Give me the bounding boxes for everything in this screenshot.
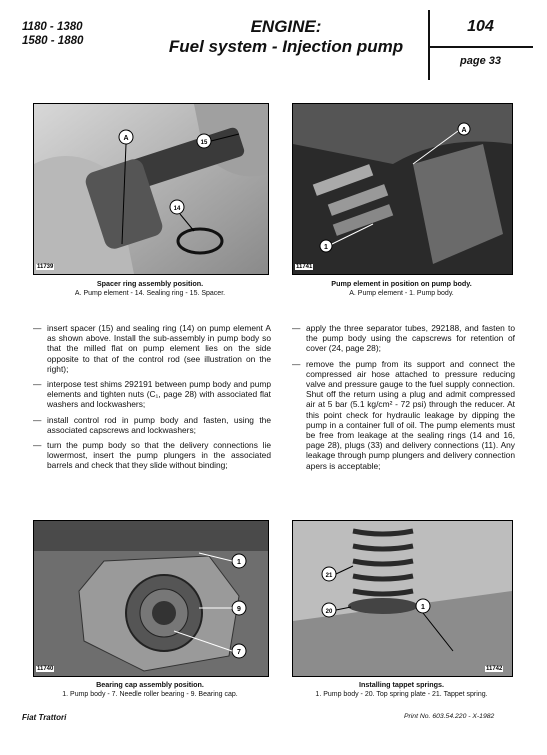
caption-legend-1: A. Pump element - 14. Sealing ring - 15. Spacer. xyxy=(74,289,226,297)
figure-photo-3 xyxy=(33,520,269,677)
caption-legend-2: A. Pump element - 1. Pump body. xyxy=(349,289,454,297)
callout-1-3: 1 xyxy=(237,559,241,566)
caption-1 xyxy=(33,279,267,298)
callout-15: 15 xyxy=(200,140,208,146)
models-line-2: 1580 - 1880 xyxy=(22,35,84,47)
caption-title-2: Pump element in position on pump body. xyxy=(331,279,472,288)
item-text: turn the pump body so that the delivery connections lie lowermost, insert the pump plungers in the associated barrels and check that they slide without binding; xyxy=(47,440,271,471)
item-text: insert spacer (15) and sealing ring (14) on pump element A as shown above. Install the sub-assembly in pump body so that the milled flat on pump element lies on the side opposite to that of the control rod (see illustration on the right); xyxy=(47,323,271,374)
header-divider-horizontal xyxy=(428,46,533,48)
section-number: 104 xyxy=(467,18,494,35)
caption-legend-4: 1. Pump body - 20. Top spring plate - 21. Tappet spring. xyxy=(315,690,488,698)
figure-photo-1 xyxy=(33,103,269,275)
photo-tappet-springs xyxy=(293,521,512,676)
callout-A: A xyxy=(123,135,129,142)
list-item xyxy=(33,323,271,374)
list-item xyxy=(33,440,271,471)
figure-number-3: 11740 xyxy=(37,666,54,672)
item-text: install control rod in pump body and fasten, using the associated capscrews and lockwashers; xyxy=(47,414,271,435)
list-item xyxy=(292,359,515,471)
callout-21: 21 xyxy=(325,573,333,579)
list-dash: — xyxy=(33,440,42,451)
models-label xyxy=(22,20,83,48)
caption-2 xyxy=(292,279,511,298)
callout-20: 20 xyxy=(325,609,333,615)
figure-photo-2 xyxy=(292,103,513,275)
caption-legend-3: 1. Pump body - 7. Needle roller bearing - 9. Bearing cap. xyxy=(62,690,238,698)
caption-title-3: Bearing cap assembly position. xyxy=(96,680,204,689)
callout-7: 7 xyxy=(237,649,241,656)
item-text: interpose test shims 292191 between pump body and pump elements and tighten nuts (C₁, page 28) with associated flat washers and lockwashers; xyxy=(47,379,271,410)
caption-title-4: Installing tappet springs. xyxy=(358,680,445,689)
photo-spacer-ring xyxy=(34,104,268,274)
caption-4 xyxy=(292,680,511,699)
list-item xyxy=(292,323,515,354)
list-dash: — xyxy=(33,414,42,425)
left-column xyxy=(33,323,271,476)
item-text: apply the three separator tubes, 292188, and fasten to the pump body using the capscrews for retention of cover (24, page 28); xyxy=(306,323,515,354)
photo-pump-element xyxy=(293,104,512,274)
figure-number-1: 11739 xyxy=(37,264,54,270)
list-dash: — xyxy=(33,323,42,333)
list-dash: — xyxy=(292,358,301,369)
page-number: page 33 xyxy=(460,55,501,67)
caption-3 xyxy=(33,680,267,699)
callout-1-4: 1 xyxy=(421,604,425,611)
list-dash: — xyxy=(33,379,42,390)
list-item xyxy=(33,379,271,410)
models-line-1: 1180 - 1380 xyxy=(22,21,83,33)
callout-14: 14 xyxy=(173,206,181,212)
list-item xyxy=(33,415,271,435)
list-dash: — xyxy=(292,323,301,333)
right-column xyxy=(292,323,515,476)
callout-1: 1 xyxy=(324,244,328,251)
title-line-1: ENGINE: xyxy=(250,17,322,36)
page-title xyxy=(148,17,424,57)
callout-9: 9 xyxy=(237,606,241,613)
figure-number-4: 11742 xyxy=(486,666,503,672)
footer-brand: Fiat Trattori xyxy=(22,713,67,722)
footer-print-number: Print No. 603.54.220 - X-1982 xyxy=(404,713,495,720)
title-line-2: Fuel system - Injection pump xyxy=(168,37,404,56)
caption-title-1: Spacer ring assembly position. xyxy=(96,279,204,288)
photo-bearing-cap xyxy=(34,521,268,676)
item-text: remove the pump from its support and connect the compressed air hose attached to pressure reducing valve and pressure gauge to the fuel supply connection. Shut off the return using a plug and admit compressed air at 5 bar (5.1 kg/cm² - 72 psi) through the reducer. At this point check for hydraulic leakage by dipping the pump in a container full of oil. The pump elements must be free from leakage at the sealing rings (14 and 16, page 28), plugs (33) and delivery connections (11). Any leakage through pump plungers and delivery connection apers is acceptable; xyxy=(306,358,515,471)
figure-number-2: 11741 xyxy=(296,264,313,270)
callout-A-2: A xyxy=(461,127,467,134)
figure-photo-4 xyxy=(292,520,513,677)
